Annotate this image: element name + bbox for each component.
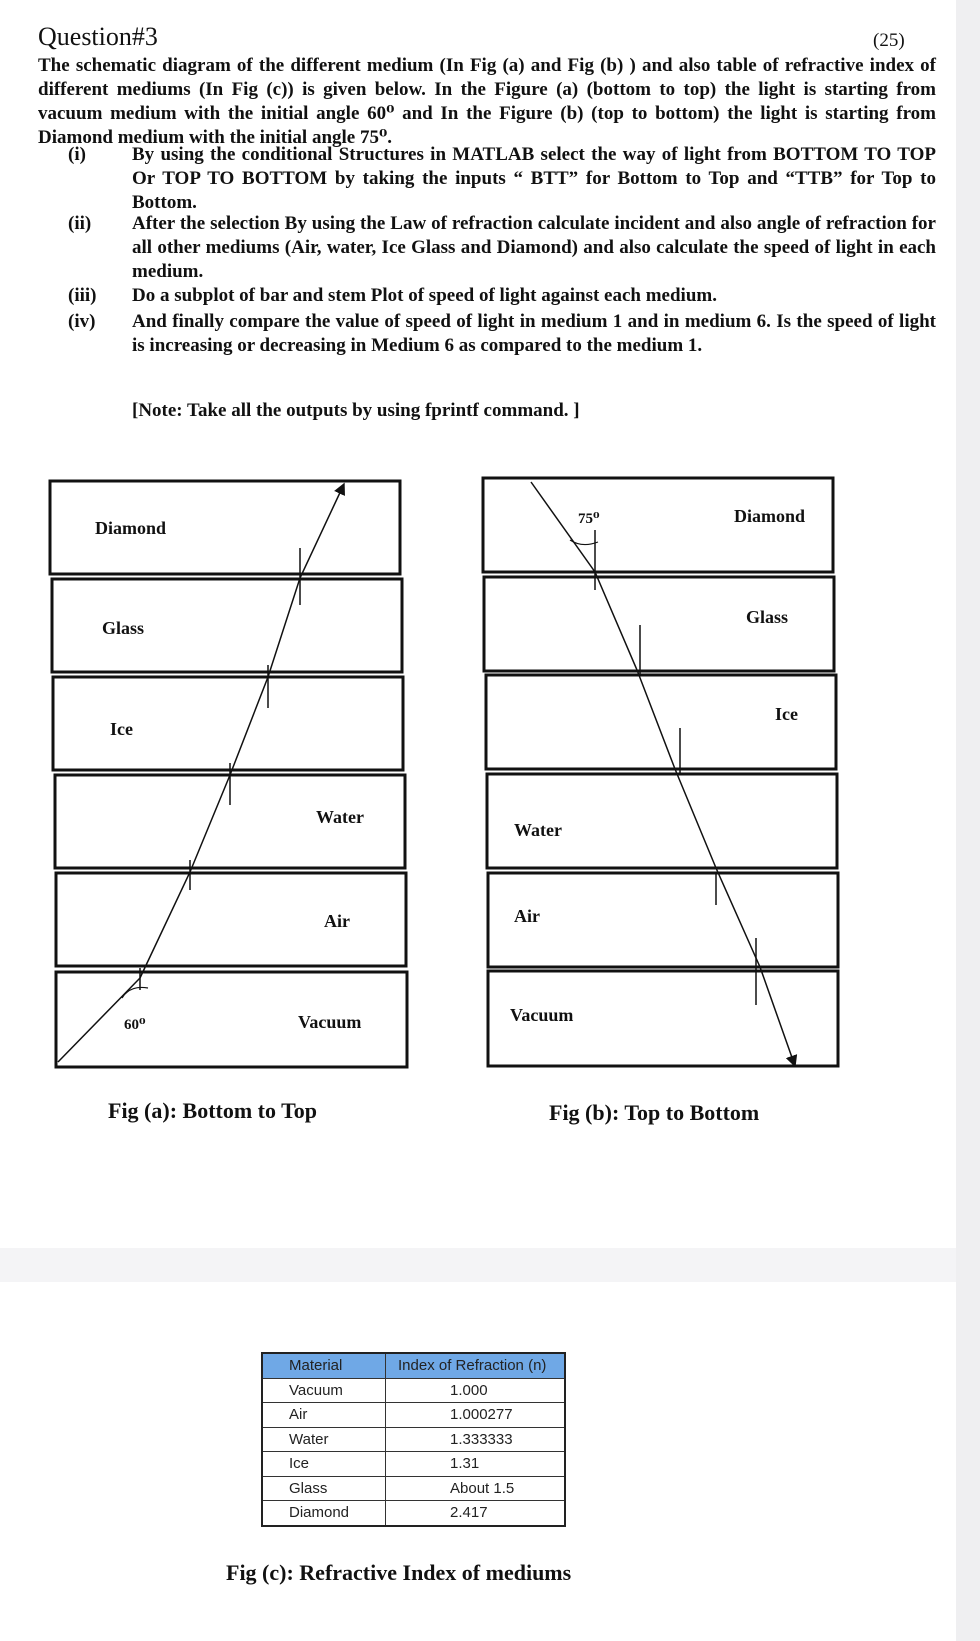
fig-b-angle-label: 75⁰ bbox=[578, 511, 600, 527]
note-text: [Note: Take all the outputs by using fprintf command. ] bbox=[132, 400, 580, 421]
fig-a-diagram bbox=[50, 481, 407, 1067]
fig-a-layer-ice bbox=[53, 677, 403, 770]
table-cell-index: 1.000 bbox=[386, 1378, 566, 1403]
table-row bbox=[262, 1427, 565, 1452]
table-cell-material: Diamond bbox=[262, 1501, 386, 1526]
question-text: By using the conditional Structures in MATLAB select the way of light from BOTTOM TO TOP Or TOP TO BOTTOM by taking the inputs “ BTT” for Bottom to Top and “TTB” for Top to Bottom. bbox=[132, 144, 936, 213]
table-cell-material: Vacuum bbox=[262, 1378, 386, 1403]
question-number: (i) bbox=[68, 144, 86, 165]
table-cell-material: Ice bbox=[262, 1452, 386, 1477]
table-cell-index: 1.31 bbox=[386, 1452, 566, 1477]
table-cell-material: Air bbox=[262, 1403, 386, 1428]
table-header: Material bbox=[262, 1353, 386, 1378]
table-row bbox=[262, 1501, 565, 1526]
fig-a-label-water: Water bbox=[316, 807, 364, 827]
scrollbar-track[interactable] bbox=[956, 0, 980, 1641]
question-number: (ii) bbox=[68, 213, 92, 234]
fig-b-label-diamond: Diamond bbox=[734, 506, 806, 526]
fig-b-label-air: Air bbox=[514, 906, 540, 926]
question-number: (iii) bbox=[68, 285, 97, 306]
fig-b-label-vacuum: Vacuum bbox=[510, 1005, 574, 1025]
table-row bbox=[262, 1378, 565, 1403]
question-text: And finally compare the value of speed of light in medium 1 and in medium 6. Is the speed of light is increasing or decreasing in Medium 6 as compared to the medium 1. bbox=[132, 311, 936, 356]
fig-b-label-water: Water bbox=[514, 820, 562, 840]
table-cell-index: 1.333333 bbox=[386, 1427, 566, 1452]
fig-a-angle-arc bbox=[122, 987, 148, 998]
fig-b-label-ice: Ice bbox=[775, 704, 798, 724]
question-title: Question#3 bbox=[38, 22, 158, 51]
table-cell-material: Glass bbox=[262, 1476, 386, 1501]
fig-a-label-glass: Glass bbox=[102, 618, 145, 638]
table-header: Index of Refraction (n) bbox=[386, 1353, 566, 1378]
table-row bbox=[262, 1476, 565, 1501]
question-number: (iv) bbox=[68, 311, 96, 332]
fig-a-ray-path bbox=[140, 484, 344, 978]
question-marks: (25) bbox=[873, 30, 905, 51]
question-text: Do a subplot of bar and stem Plot of speed of light against each medium. bbox=[132, 285, 717, 306]
fig-c-caption: Fig (c): Refractive Index of mediums bbox=[226, 1560, 572, 1585]
fig-a-label-vacuum: Vacuum bbox=[298, 1012, 362, 1032]
table-cell-index: 2.417 bbox=[386, 1501, 566, 1526]
fig-b-caption: Fig (b): Top to Bottom bbox=[549, 1100, 760, 1125]
question-text: After the selection By using the Law of refraction calculate incident and also angle of refraction for all other mediums (Air, water, Ice Glass and Diamond) and also calculate the speed of light in each medium. bbox=[132, 213, 936, 282]
refractive-index-table bbox=[261, 1352, 566, 1527]
fig-b-layer-air bbox=[488, 873, 838, 967]
question-intro: The schematic diagram of the different medium (In Fig (a) and Fig (b) ) and also table of refractive index of different mediums (In Fig (c)) is given below. In the Figure (a) (bottom to top) the light is starting from vacuum medium with the initial angle 60⁰ and In the Figure (b) (top to bottom) the light is starting from Diamond medium with the initial angle 75⁰. bbox=[38, 55, 936, 148]
table-cell-index: About 1.5 bbox=[386, 1476, 566, 1501]
fig-a-caption: Fig (a): Bottom to Top bbox=[108, 1098, 317, 1123]
fig-a-label-air: Air bbox=[324, 911, 350, 931]
table-row bbox=[262, 1403, 565, 1428]
table-row bbox=[262, 1452, 565, 1477]
table-header-row bbox=[262, 1353, 565, 1378]
fig-a-layer-air bbox=[56, 873, 406, 966]
fig-a-label-diamond: Diamond bbox=[95, 518, 167, 538]
table-cell-material: Water bbox=[262, 1427, 386, 1452]
table-cell-index: 1.000277 bbox=[386, 1403, 566, 1428]
fig-b-label-glass: Glass bbox=[746, 607, 789, 627]
fig-b-diagram bbox=[483, 478, 838, 1066]
fig-a-label-ice: Ice bbox=[110, 719, 133, 739]
fig-a-angle-label: 60⁰ bbox=[124, 1017, 146, 1033]
